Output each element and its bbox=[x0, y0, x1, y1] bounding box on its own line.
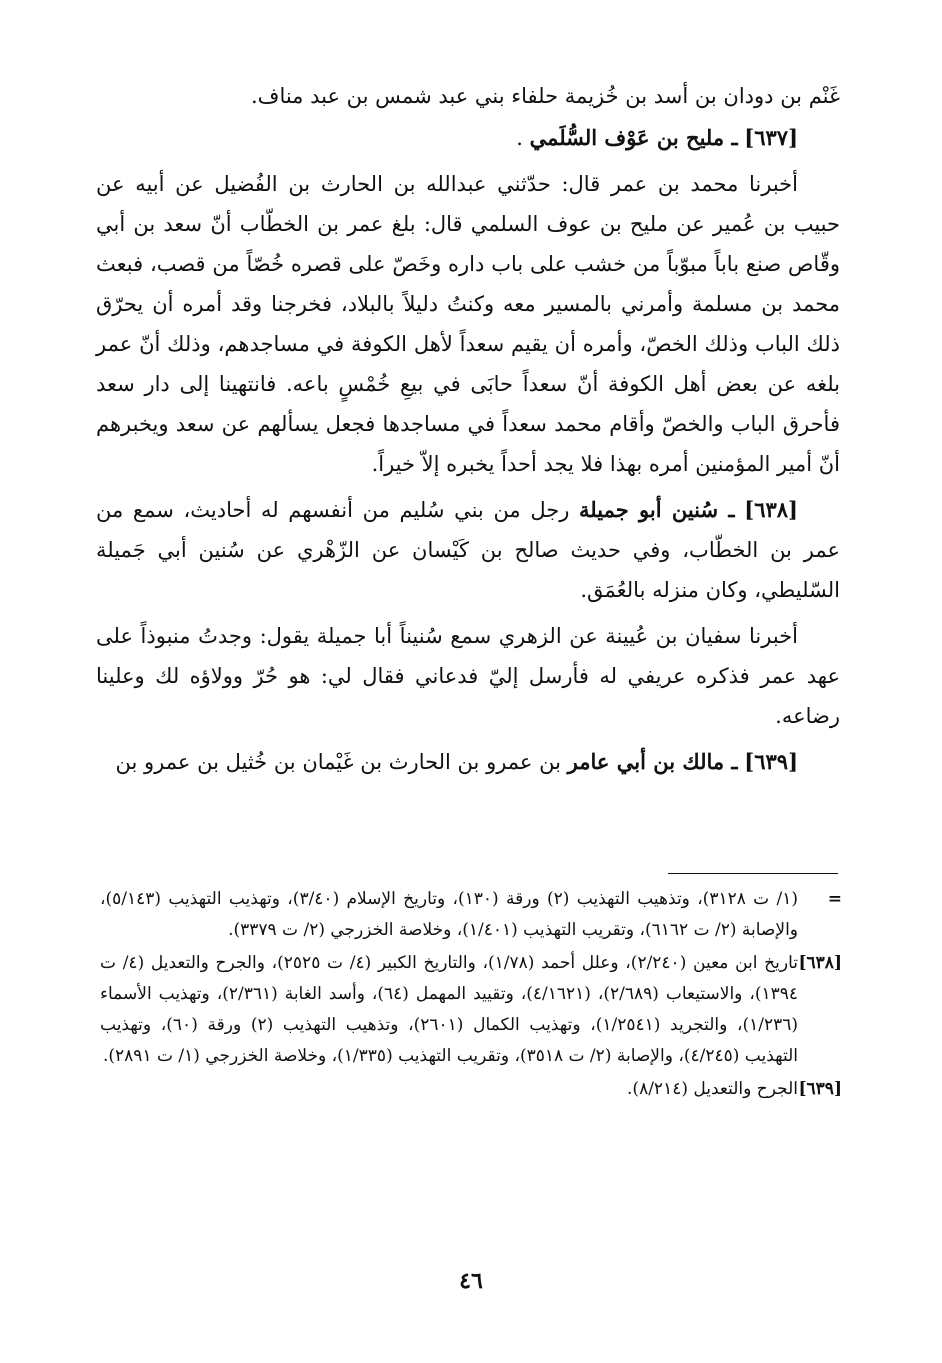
entry-number: [٦٣٩] bbox=[744, 749, 798, 774]
entry-text: . bbox=[516, 126, 523, 150]
footnote-text: الجرح والتعديل (٨/٢١٤). bbox=[627, 1079, 798, 1099]
footnote bbox=[100, 1074, 842, 1105]
entry-638 bbox=[96, 490, 840, 610]
entry-name: ـ سُنين أبو جميلة bbox=[579, 497, 735, 522]
continuation-line: غَنْم بن دودان بن أسد بن خُزيمة حلفاء بني عبد شمس بن عبد مناف. bbox=[251, 84, 840, 108]
entry-number: [٦٣٨] bbox=[744, 497, 798, 522]
footnote-text: تاريخ ابن معين (٢/٢٤٠)، وعلل أحمد (١/٧٨)، والتاريخ الكبير (٤/ ت ٢٥٢٥)، والجرح والتعديل (٤/ ت ١٣٩٤)، والاستيعاب (٢/٦٨٩)، (٤/١٦٢١)، وتقييد المهمل (٦٤)، وأسد الغابة (٢/٣٦١)، وتهذيب الأسماء (١/٢٣٦)، والتجريد (١/٢٥٤١)، وتهذيب الكمال (٢٦٠١)، وتذهيب التهذيب (٢) ورقة (٦٠)، وتهذيب التهذيب (٤/٢٤٥)، والإصابة (٢/ ت ٣٥١٨)، وتقريب التهذيب (١/٣٣٥)، وخلاصة الخزرجي (١/ ت ٢٨٩١). bbox=[100, 953, 799, 1066]
entry-name: ـ مالك بن أبي عامر bbox=[567, 749, 738, 774]
entry-text: رجل من بني سُليم من أنفسهم له أحاديث، سمع من عمر بن الخطّاب، وفي حديث صالح بن كَيْسان عن الزّهْري عن سُنين أبي جَميلة السّليطي، وكان منزله بالعُمَق. bbox=[96, 498, 840, 602]
entry-639 bbox=[96, 742, 840, 782]
footnote-marker: [٦٣٨] bbox=[798, 953, 842, 973]
entry-number: [٦٣٧] bbox=[744, 125, 798, 150]
footnote bbox=[100, 884, 842, 946]
entry-637 bbox=[96, 118, 840, 158]
narration-paragraph: أخبرنا سفيان بن عُيينة عن الزهري سمع سُنيناً أبا جميلة يقول: وجدتُ منبوذاً على عهد عمر فذكره عريفي له فأرسل إليّ فدعاني فقال لي: هو حُرّ وولاؤه لك وعلينا رضاعه. bbox=[96, 624, 840, 728]
footnote-text: (١/ ت ٣١٢٨)، وتذهيب التهذيب (٢) ورقة (١٣٠)، وتاريخ الإسلام (٣/٤٠)، وتهذيب التهذيب (٥/١٤٣)، والإصابة (٢/ ت ٦١٦٢)، وتقريب التهذيب (١/٤٠١)، وخلاصة الخزرجي (٢/ ت ٣٣٧٩). bbox=[100, 889, 799, 940]
footnote-marker: = bbox=[827, 889, 842, 909]
entry-name: ـ مليح بن عَوْف السُّلَمي bbox=[529, 125, 738, 150]
narration-paragraph: أخبرنا محمد بن عمر قال: حدّثني عبدالله بن الحارث بن الفُضيل عن أبيه عن حبيب بن عُمير عن مليح بن عوف السلمي قال: بلغ عمر بن الخطّاب أنّ سعد بن أبي وقّاص صنع باباً مبوّباً من خشب على باب داره وخَصّ على قصره خُصّاً من قصب، فبعث محمد بن مسلمة وأمرني بالمسير معه وكنتُ دليلاً بالبلاد، فخرجنا وقد أمره أن يحرّق ذلك الباب وذلك الخصّ، وأمره أن يقيم سعداً لأهل الكوفة في مساجدهم، وذلك أنّ عمر بلغه عن بعض أهل الكوفة أنّ سعداً حابَى في بيعِ خُمْسٍ باعه. فانتهينا إلى دار سعد فأحرق الباب والخصّ وأقام محمد سعداً في مساجدها فجعل يسألهم عن سعد ويخبرهم أنّ أمير المؤمنين أمره بهذا فلا يجد أحداً يخبره إلاّ خيراً. bbox=[96, 172, 841, 476]
main-text bbox=[96, 76, 840, 788]
entry-text: بن عمرو بن الحارث بن غَيْمان بن خُثيل بن عمرو بن bbox=[115, 750, 561, 774]
footnote-marker: [٦٣٩] bbox=[798, 1079, 842, 1099]
footnote bbox=[100, 948, 842, 1072]
footnote-divider bbox=[668, 873, 838, 874]
page-number: ٤٦ bbox=[459, 1268, 483, 1294]
footnotes bbox=[100, 884, 842, 1107]
